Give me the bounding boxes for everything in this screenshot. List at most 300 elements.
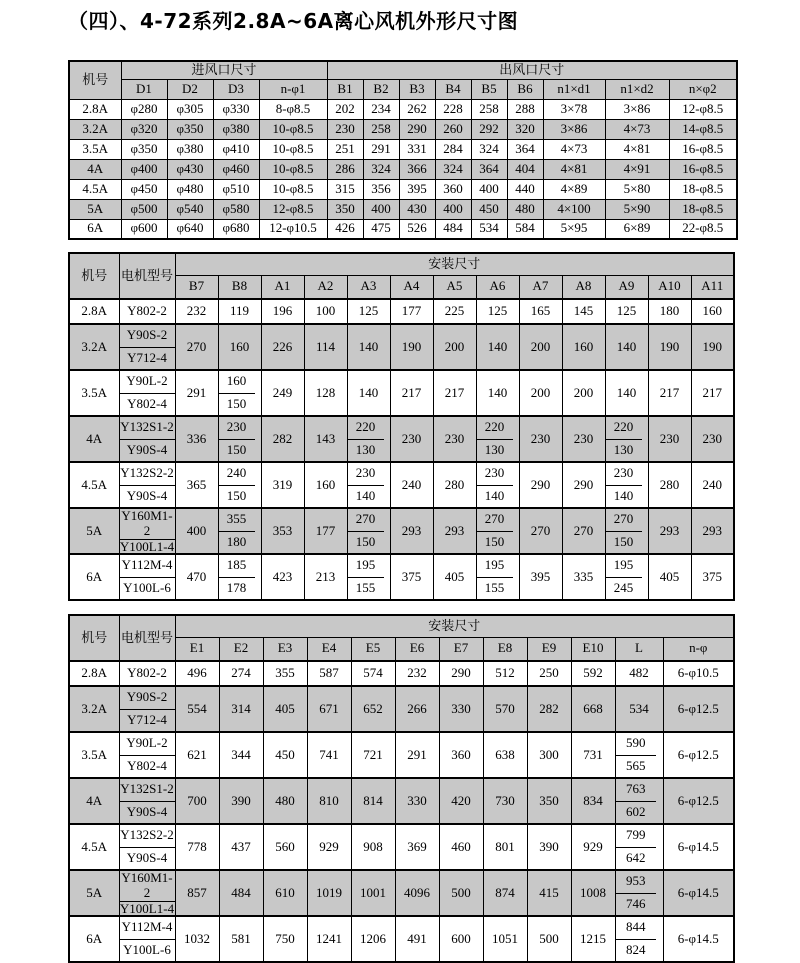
col-header: E1 <box>175 637 219 661</box>
value-cell: 526 <box>399 219 435 239</box>
value-cell: 929 <box>571 824 615 870</box>
value-cell: 420 <box>439 778 483 824</box>
value-cell: 230 <box>433 416 476 462</box>
value-cell: 282 <box>527 686 571 732</box>
col-header: B8 <box>218 275 261 299</box>
value-cell <box>476 462 519 508</box>
col-header: B2 <box>363 79 399 99</box>
col-header: B1 <box>327 79 363 99</box>
value-cell: 470 <box>175 554 218 600</box>
header-group-row <box>69 61 737 79</box>
value-cell: 587 <box>307 661 351 686</box>
value-cell <box>476 508 519 554</box>
value-cell: 1001 <box>351 870 395 916</box>
value-cell: φ410 <box>213 139 259 159</box>
value-top: 195 <box>477 555 513 578</box>
value-cell: 554 <box>175 686 219 732</box>
value-bottom: 746 <box>625 895 646 911</box>
col-header: B6 <box>507 79 543 99</box>
motor-cell: Y802-2 <box>119 661 175 686</box>
model-cell: 6A <box>69 554 119 600</box>
table-body <box>69 661 734 962</box>
value-cell: 496 <box>175 661 219 686</box>
split-value <box>477 555 519 599</box>
value-bottom: 130 <box>355 441 376 457</box>
value-cell: 251 <box>327 139 363 159</box>
col-header: A8 <box>562 275 605 299</box>
value-cell: 291 <box>395 732 439 778</box>
motor-name: Y132S2-2 <box>120 463 175 486</box>
value-cell: 480 <box>263 778 307 824</box>
value-cell: 741 <box>307 732 351 778</box>
value-bottom: 565 <box>625 757 646 773</box>
motor-split <box>120 825 175 869</box>
value-cell: 232 <box>175 299 218 324</box>
value-cell: φ680 <box>213 219 259 239</box>
split-value <box>219 417 261 461</box>
value-cell: 315 <box>327 179 363 199</box>
split-value <box>616 917 663 961</box>
motor-name: Y100L-6 <box>123 579 171 595</box>
split-value <box>348 509 390 553</box>
col-header: A1 <box>261 275 304 299</box>
value-cell: 230 <box>648 416 691 462</box>
motor-name: Y132S1-2 <box>120 779 175 802</box>
value-bottom: 150 <box>226 395 247 411</box>
motor-name: Y802-4 <box>127 395 167 411</box>
split-value <box>348 463 390 507</box>
value-cell: 4×89 <box>543 179 605 199</box>
value-cell: 560 <box>263 824 307 870</box>
table-row <box>69 824 734 870</box>
value-cell: 114 <box>304 324 347 370</box>
motor-name: Y112M-4 <box>120 555 175 578</box>
value-top: 220 <box>606 417 642 440</box>
value-cell: 190 <box>390 324 433 370</box>
motor-split <box>120 733 175 777</box>
motor-cell <box>119 370 175 416</box>
value-cell: 202 <box>327 99 363 119</box>
value-cell: 140 <box>347 324 390 370</box>
value-cell: 834 <box>571 778 615 824</box>
motor-cell <box>119 732 175 778</box>
value-cell: 4×91 <box>605 159 669 179</box>
table-row <box>69 416 734 462</box>
value-cell: 22-φ8.5 <box>669 219 737 239</box>
split-value <box>606 509 648 553</box>
inlet-outlet-dimensions-table <box>68 60 738 240</box>
value-cell: 10-φ8.5 <box>259 159 327 179</box>
value-bottom: 140 <box>613 487 634 503</box>
value-cell: 584 <box>507 219 543 239</box>
value-cell: 482 <box>615 661 663 686</box>
value-top: 953 <box>616 871 656 894</box>
value-cell <box>476 554 519 600</box>
split-value <box>616 871 663 915</box>
value-cell: 16-φ8.5 <box>669 139 737 159</box>
value-cell <box>615 916 663 962</box>
model-cell: 6A <box>69 219 121 239</box>
value-cell: 4×81 <box>543 159 605 179</box>
col-header: E2 <box>219 637 263 661</box>
value-top: 230 <box>606 463 642 486</box>
split-value <box>219 371 261 415</box>
value-cell: 1215 <box>571 916 615 962</box>
value-cell: 512 <box>483 661 527 686</box>
motor-name: Y712-4 <box>127 349 167 365</box>
value-cell: 286 <box>327 159 363 179</box>
value-top: 270 <box>348 509 384 532</box>
value-cell: 4096 <box>395 870 439 916</box>
value-cell: 1206 <box>351 916 395 962</box>
value-cell: 288 <box>507 99 543 119</box>
value-cell: 282 <box>261 416 304 462</box>
model-cell: 3.5A <box>69 370 119 416</box>
value-cell <box>347 508 390 554</box>
value-cell: 491 <box>395 916 439 962</box>
col-header: B5 <box>471 79 507 99</box>
split-value <box>477 509 519 553</box>
col-header: A4 <box>390 275 433 299</box>
table-row <box>69 219 737 239</box>
split-value <box>616 779 663 823</box>
col-header: A6 <box>476 275 519 299</box>
value-top: 230 <box>477 463 513 486</box>
col-header-motor: 电机型号 <box>119 615 175 661</box>
value-cell: 405 <box>433 554 476 600</box>
model-cell: 2.8A <box>69 99 121 119</box>
value-cell: 293 <box>691 508 734 554</box>
table-row <box>69 159 737 179</box>
col-header: D1 <box>121 79 167 99</box>
model-cell: 4A <box>69 159 121 179</box>
motor-name: Y90S-2 <box>120 687 175 710</box>
value-cell: 1032 <box>175 916 219 962</box>
value-cell: 18-φ8.5 <box>669 179 737 199</box>
value-bottom: 824 <box>625 941 646 957</box>
table-row <box>69 179 737 199</box>
group-header-inlet: 进风口尺寸 <box>121 61 327 79</box>
value-cell: φ510 <box>213 179 259 199</box>
value-cell: 484 <box>435 219 471 239</box>
value-top: 270 <box>606 509 642 532</box>
value-cell: 450 <box>263 732 307 778</box>
value-cell: 266 <box>395 686 439 732</box>
split-value <box>606 555 648 599</box>
value-cell: 415 <box>527 870 571 916</box>
value-cell: 12-φ8.5 <box>669 99 737 119</box>
value-top: 799 <box>616 825 656 848</box>
value-cell: 290 <box>519 462 562 508</box>
value-cell: 6-φ12.5 <box>663 686 734 732</box>
model-cell: 5A <box>69 870 119 916</box>
value-cell: 366 <box>399 159 435 179</box>
value-cell: 177 <box>304 508 347 554</box>
value-cell: 250 <box>527 661 571 686</box>
value-cell: 160 <box>304 462 347 508</box>
value-cell: 6-φ14.5 <box>663 870 734 916</box>
value-cell: 160 <box>218 324 261 370</box>
value-cell: 430 <box>399 199 435 219</box>
split-value <box>477 417 519 461</box>
value-cell: 610 <box>263 870 307 916</box>
value-cell: 8-φ8.5 <box>259 99 327 119</box>
value-cell: 4×73 <box>605 119 669 139</box>
table-head <box>69 61 737 99</box>
motor-name: Y100L1-4 <box>119 900 175 916</box>
value-top: 230 <box>348 463 384 486</box>
value-bottom: 150 <box>613 533 634 549</box>
mounting-dimensions-table-a <box>68 252 735 601</box>
value-cell: 226 <box>261 324 304 370</box>
value-cell: 3×86 <box>605 99 669 119</box>
motor-cell <box>119 916 175 962</box>
motor-name: Y802-4 <box>127 757 167 773</box>
value-cell: 293 <box>648 508 691 554</box>
motor-split <box>120 779 175 823</box>
value-cell: 1019 <box>307 870 351 916</box>
table-row <box>69 870 734 916</box>
value-cell: 365 <box>175 462 218 508</box>
table-row <box>69 916 734 962</box>
value-top: 160 <box>219 371 255 394</box>
split-value <box>616 733 663 777</box>
value-cell <box>218 416 261 462</box>
value-bottom: 150 <box>226 487 247 503</box>
table-row <box>69 324 734 370</box>
value-cell: 621 <box>175 732 219 778</box>
value-cell: 140 <box>605 370 648 416</box>
value-cell: 232 <box>395 661 439 686</box>
motor-name: Y132S2-2 <box>120 825 175 848</box>
value-cell: 353 <box>261 508 304 554</box>
value-cell: φ380 <box>167 139 213 159</box>
value-bottom: 140 <box>484 487 505 503</box>
col-header: n-φ1 <box>259 79 327 99</box>
value-cell <box>347 416 390 462</box>
value-cell: 390 <box>219 778 263 824</box>
col-header: E9 <box>527 637 571 661</box>
value-bottom: 642 <box>625 849 646 865</box>
value-cell: 731 <box>571 732 615 778</box>
table-head <box>69 615 734 661</box>
col-header-model: 机号 <box>69 61 121 99</box>
value-cell: 700 <box>175 778 219 824</box>
motor-name: Y90S-4 <box>126 487 168 503</box>
page-title: （四）、4-72系列2.8A~6A离心风机外形尺寸图 <box>68 9 519 33</box>
value-cell: 369 <box>395 824 439 870</box>
value-top: 590 <box>616 733 656 756</box>
value-cell <box>605 508 648 554</box>
split-value <box>616 825 663 869</box>
value-top: 185 <box>219 555 255 578</box>
value-cell: φ350 <box>121 139 167 159</box>
value-bottom: 245 <box>613 579 634 595</box>
motor-name: Y112M-4 <box>120 917 175 940</box>
motor-cell <box>119 416 175 462</box>
motor-cell: Y802-2 <box>119 299 175 324</box>
value-cell: 262 <box>399 99 435 119</box>
value-cell: 280 <box>433 462 476 508</box>
value-cell: 395 <box>399 179 435 199</box>
header-group-row <box>69 253 734 275</box>
value-bottom: 130 <box>484 441 505 457</box>
value-top: 763 <box>616 779 656 802</box>
table-row <box>69 199 737 219</box>
split-value <box>219 555 261 599</box>
value-cell: 350 <box>527 778 571 824</box>
split-value <box>219 509 261 553</box>
split-value <box>348 555 390 599</box>
motor-name: Y90S-4 <box>126 849 168 865</box>
motor-cell <box>119 324 175 370</box>
value-cell <box>615 732 663 778</box>
value-cell: φ380 <box>213 119 259 139</box>
motor-cell <box>119 824 175 870</box>
value-cell: 5×90 <box>605 199 669 219</box>
value-cell: 196 <box>261 299 304 324</box>
col-header: n-φ <box>663 637 734 661</box>
col-header-motor: 电机型号 <box>119 253 175 299</box>
split-value <box>606 417 648 461</box>
value-bottom: 602 <box>625 803 646 819</box>
motor-name: Y100L-6 <box>123 941 171 957</box>
value-cell: φ640 <box>167 219 213 239</box>
value-cell: 190 <box>648 324 691 370</box>
value-cell: 291 <box>363 139 399 159</box>
motor-name: Y100L1-4 <box>119 538 175 554</box>
value-cell: 217 <box>433 370 476 416</box>
value-cell: φ540 <box>167 199 213 219</box>
value-cell: 330 <box>395 778 439 824</box>
value-cell: 3×86 <box>543 119 605 139</box>
group-header-mounting: 安装尺寸 <box>175 615 734 637</box>
value-cell: 500 <box>527 916 571 962</box>
value-cell: 814 <box>351 778 395 824</box>
value-cell: 404 <box>507 159 543 179</box>
value-cell: φ480 <box>167 179 213 199</box>
value-bottom: 150 <box>226 441 247 457</box>
value-top: 355 <box>219 509 255 532</box>
value-cell: 200 <box>562 370 605 416</box>
table-body <box>69 99 737 239</box>
table-row <box>69 119 737 139</box>
value-cell: 668 <box>571 686 615 732</box>
value-cell: 1051 <box>483 916 527 962</box>
value-cell: 160 <box>562 324 605 370</box>
value-cell: 730 <box>483 778 527 824</box>
value-cell: 100 <box>304 299 347 324</box>
value-cell: 290 <box>399 119 435 139</box>
value-cell: 6-φ14.5 <box>663 824 734 870</box>
table-body <box>69 299 734 600</box>
value-cell: φ450 <box>121 179 167 199</box>
value-cell: 324 <box>435 159 471 179</box>
value-cell: 1008 <box>571 870 615 916</box>
value-cell: 270 <box>175 324 218 370</box>
value-cell: 143 <box>304 416 347 462</box>
value-cell <box>615 870 663 916</box>
value-cell: 335 <box>562 554 605 600</box>
col-header: A11 <box>691 275 734 299</box>
value-cell: 500 <box>439 870 483 916</box>
value-cell: 356 <box>363 179 399 199</box>
value-cell: 292 <box>471 119 507 139</box>
value-cell: 480 <box>507 199 543 219</box>
value-cell: 721 <box>351 732 395 778</box>
value-cell: 12-φ10.5 <box>259 219 327 239</box>
value-cell: 145 <box>562 299 605 324</box>
value-cell: 400 <box>471 179 507 199</box>
value-cell: 423 <box>261 554 304 600</box>
value-bottom: 155 <box>484 579 505 595</box>
value-cell: 395 <box>519 554 562 600</box>
col-header: A3 <box>347 275 390 299</box>
value-cell: 6-φ14.5 <box>663 916 734 962</box>
col-header: A2 <box>304 275 347 299</box>
value-cell: 778 <box>175 824 219 870</box>
value-cell: 260 <box>435 119 471 139</box>
value-cell: 320 <box>507 119 543 139</box>
value-cell: 230 <box>562 416 605 462</box>
value-cell <box>218 370 261 416</box>
motor-name: Y90S-4 <box>126 441 168 457</box>
table-row <box>69 99 737 119</box>
value-cell: 200 <box>519 324 562 370</box>
col-header: E6 <box>395 637 439 661</box>
col-header: n×φ2 <box>669 79 737 99</box>
col-header-model: 机号 <box>69 253 119 299</box>
value-cell: 234 <box>363 99 399 119</box>
value-cell: φ330 <box>213 99 259 119</box>
value-cell: 128 <box>304 370 347 416</box>
col-header: B3 <box>399 79 435 99</box>
value-cell: φ305 <box>167 99 213 119</box>
value-cell: 355 <box>263 661 307 686</box>
value-cell: 4×81 <box>605 139 669 159</box>
col-header: E7 <box>439 637 483 661</box>
value-cell: 336 <box>175 416 218 462</box>
col-header: E5 <box>351 637 395 661</box>
value-cell: 929 <box>307 824 351 870</box>
value-cell <box>218 508 261 554</box>
model-cell: 5A <box>69 508 119 554</box>
table-row <box>69 370 734 416</box>
model-cell: 3.2A <box>69 686 119 732</box>
value-cell: φ600 <box>121 219 167 239</box>
value-cell: 460 <box>439 824 483 870</box>
motor-split <box>120 371 175 415</box>
value-cell: 360 <box>435 179 471 199</box>
value-cell: 801 <box>483 824 527 870</box>
value-cell: 652 <box>351 686 395 732</box>
value-cell <box>218 554 261 600</box>
motor-name: Y90S-2 <box>120 325 175 348</box>
value-cell: 344 <box>219 732 263 778</box>
value-cell: φ580 <box>213 199 259 219</box>
value-cell: 5×80 <box>605 179 669 199</box>
value-cell: 350 <box>327 199 363 219</box>
value-cell: 375 <box>390 554 433 600</box>
model-cell: 4A <box>69 416 119 462</box>
table-row <box>69 139 737 159</box>
model-cell: 4.5A <box>69 462 119 508</box>
table-row <box>69 732 734 778</box>
value-cell: 405 <box>648 554 691 600</box>
value-cell: 165 <box>519 299 562 324</box>
value-cell: 475 <box>363 219 399 239</box>
col-header-model: 机号 <box>69 615 119 661</box>
